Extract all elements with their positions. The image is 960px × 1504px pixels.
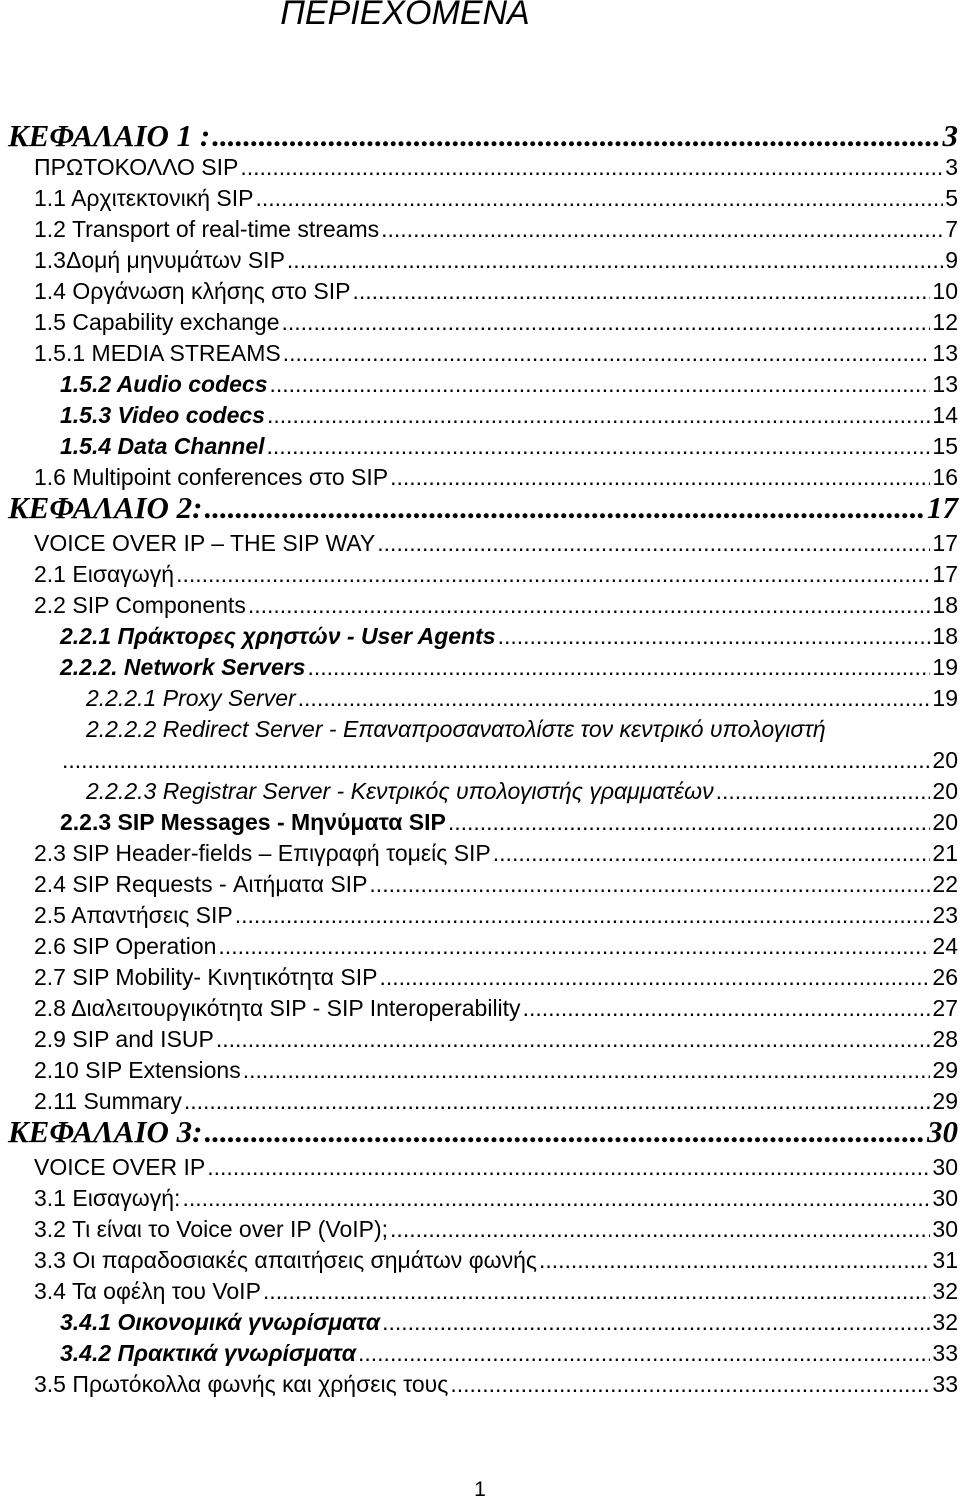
toc-entry-page: 3 xyxy=(942,118,958,153)
toc-entry[interactable] xyxy=(86,683,958,713)
toc-entry-label: 1.1 Αρχιτεκτονική SIP xyxy=(34,185,254,211)
toc-entry[interactable] xyxy=(34,838,958,868)
toc-leader-dots xyxy=(390,1214,930,1244)
toc-entry-label: 2.2.3 SIP Messages - Μηνύματα SIP xyxy=(60,809,446,835)
toc-entry-label: 3.5 Πρωτόκολλα φωνής και χρήσεις τους xyxy=(34,1371,449,1397)
toc-entry-page: 23 xyxy=(932,902,958,928)
toc-entry-page: 33 xyxy=(932,1371,958,1397)
toc-leader-dots xyxy=(369,869,930,899)
toc-leader-dots xyxy=(377,528,930,558)
toc-entry[interactable] xyxy=(34,590,958,620)
toc-leader-dots xyxy=(287,245,943,275)
toc-entry-page: 27 xyxy=(932,995,958,1021)
toc-entry-label: 2.4 SIP Requests - Αιτήματα SIP xyxy=(34,871,368,897)
toc-entry[interactable] xyxy=(34,1152,958,1182)
toc-entry-label: 1.2 Transport of real-time streams xyxy=(34,216,380,242)
toc-entry[interactable] xyxy=(34,1214,958,1244)
toc-entry-label: 2.5 Απαντήσεις SIP xyxy=(34,902,233,928)
toc-entry-page: 20 xyxy=(932,778,958,804)
toc-entry[interactable] xyxy=(34,900,958,930)
toc-entry[interactable] xyxy=(34,1369,958,1399)
toc-leader-dots xyxy=(283,338,931,368)
toc-entry[interactable] xyxy=(60,807,958,837)
toc-leader-dots xyxy=(182,1183,930,1213)
toc-entry-page: 15 xyxy=(932,433,958,459)
toc-entry[interactable] xyxy=(34,276,958,306)
toc-entry-page: 21 xyxy=(932,840,958,866)
toc-entry-label: 1.5.4 Data Channel xyxy=(60,433,265,459)
toc-entry[interactable] xyxy=(34,214,958,244)
toc-entry-label: VOICE OVER IP – THE SIP WAY xyxy=(34,530,376,556)
toc-entry[interactable] xyxy=(60,1307,958,1337)
toc-leader-dots xyxy=(307,652,930,682)
toc-leader-dots xyxy=(282,307,931,337)
toc-leader-dots xyxy=(493,838,931,868)
toc-leader-dots xyxy=(248,590,931,620)
toc-entry-page: 20 xyxy=(932,747,958,773)
toc-leader-dots xyxy=(379,962,930,992)
toc-entry-label: 2.7 SIP Mobility- Κινητικότητα SIP xyxy=(34,964,378,990)
toc-leader-dots xyxy=(255,183,943,213)
toc-entry-label: 1.5.3 Video codecs xyxy=(60,402,265,428)
toc-entry[interactable] xyxy=(34,559,958,589)
toc-entry-page: 24 xyxy=(932,933,958,959)
toc-entry-page: 19 xyxy=(932,654,958,680)
toc-entry-label: 2.3 SIP Header-fields – Επιγραφή τομείς SIP xyxy=(34,840,491,866)
page-number: 1 xyxy=(474,1478,486,1501)
toc-entry-page: 22 xyxy=(932,871,958,897)
toc-leader-dots xyxy=(523,993,931,1023)
toc-entry[interactable] xyxy=(34,307,958,337)
toc-entry-label: 2.10 SIP Extensions xyxy=(34,1057,241,1083)
toc-leader-dots xyxy=(448,807,931,837)
toc-entry[interactable] xyxy=(60,431,958,461)
toc-entry[interactable] xyxy=(86,714,958,744)
toc-leader-dots xyxy=(218,931,930,961)
toc-leader-dots xyxy=(267,431,931,461)
toc-entry-label: 3.1 Εισαγωγή: xyxy=(34,1185,181,1211)
toc-leader-dots xyxy=(243,1055,931,1085)
toc-entry[interactable] xyxy=(34,1183,958,1213)
toc-entry-page: 16 xyxy=(932,464,958,490)
toc-entry-page: 28 xyxy=(932,1026,958,1052)
toc-leader-dots xyxy=(240,152,943,182)
toc-entry-label: ΚΕΦΑΛΑΙΟ 3: xyxy=(8,1114,203,1149)
toc-entry-page: 30 xyxy=(932,1185,958,1211)
toc-leader-dots xyxy=(212,118,940,154)
toc-entry[interactable] xyxy=(60,621,958,651)
toc-entry-label: 2.11 Summary xyxy=(34,1088,182,1114)
toc-entry-page: 12 xyxy=(932,309,958,335)
toc-entry[interactable] xyxy=(86,776,958,806)
toc-chapter-entry[interactable] xyxy=(8,118,958,154)
toc-leader-dots xyxy=(205,490,925,526)
toc-entry-label: 1.5 Capability exchange xyxy=(34,309,280,335)
toc-entry-page: 5 xyxy=(945,185,958,211)
toc-entry-label: 1.4 Οργάνωση κλήσης στο SIP xyxy=(34,278,351,304)
toc-entry-label: 2.9 SIP and ISUP xyxy=(34,1026,214,1052)
toc-entry-page: 32 xyxy=(932,1309,958,1335)
toc-leader-dots xyxy=(298,683,931,713)
toc-chapter-entry[interactable] xyxy=(8,490,958,526)
toc-entry-page: 20 xyxy=(932,809,958,835)
toc-entry-page: 33 xyxy=(932,1340,958,1366)
toc-leader-dots xyxy=(381,214,943,244)
toc-entry-label: 3.4.1 Οικονομικά γνωρίσματα xyxy=(60,1309,381,1335)
toc-entry-page: 32 xyxy=(932,1278,958,1304)
toc-entry-label: 2.6 SIP Operation xyxy=(34,933,217,959)
toc-entry-label: 2.2.1 Πράκτορες χρηστών - User Agents xyxy=(60,623,496,649)
toc-chapter-entry[interactable] xyxy=(8,1114,958,1150)
toc-leader-dots xyxy=(716,776,931,806)
document-title: ΠΕΡΙΕΧΟΜΕΝΑ xyxy=(280,0,530,32)
toc-entry-page: 9 xyxy=(945,247,958,273)
toc-entry-label: 2.2.2.3 Registrar Server - Κεντρικός υπολογιστής γραμματέων xyxy=(86,778,714,804)
toc-entry-label: ΚΕΦΑΛΑΙΟ 2: xyxy=(8,490,203,525)
toc-entry[interactable] xyxy=(34,1086,958,1116)
toc-leader-dots xyxy=(205,1114,925,1150)
toc-entry-label: VOICE OVER IP xyxy=(34,1154,206,1180)
toc-entry[interactable] xyxy=(60,745,958,775)
toc-entry[interactable] xyxy=(34,993,958,1023)
toc-entry[interactable] xyxy=(34,1245,958,1275)
toc-entry-page: 30 xyxy=(927,1114,958,1149)
toc-entry-page: 26 xyxy=(932,964,958,990)
toc-entry-page: 30 xyxy=(932,1154,958,1180)
toc-entry-label: 2.8 Διαλειτουργικότητα SIP - SIP Interoperability xyxy=(34,995,521,1021)
toc-entry-page: 3 xyxy=(945,154,958,180)
toc-leader-dots xyxy=(498,621,931,651)
toc-leader-dots xyxy=(207,1152,930,1182)
toc-entry-label: 3.3 Οι παραδοσιακές απαιτήσεις σημάτων φωνής xyxy=(34,1247,537,1273)
toc-entry-label: ΠΡΩΤΟΚΟΛΛΟ SIP xyxy=(34,154,239,180)
toc-entry[interactable] xyxy=(60,400,958,430)
toc-entry-label: 2.2.2.2 Redirect Server - Επαναπροσανατολίστε τον κεντρικό υπολογιστή xyxy=(86,716,826,742)
toc-leader-dots xyxy=(267,400,930,430)
toc-entry[interactable] xyxy=(60,369,958,399)
toc-entry[interactable] xyxy=(34,869,958,899)
toc-leader-dots xyxy=(235,900,931,930)
toc-entry-page: 10 xyxy=(932,278,958,304)
toc-leader-dots xyxy=(450,1369,930,1399)
toc-entry-page: 13 xyxy=(932,340,958,366)
toc-entry-label: 1.3Δομή μηνυμάτων SIP xyxy=(34,247,285,273)
toc-entry[interactable] xyxy=(34,245,958,275)
toc-leader-dots xyxy=(390,462,930,492)
toc-entry-page: 18 xyxy=(932,592,958,618)
toc-entry-page: 17 xyxy=(927,490,958,525)
toc-leader-dots xyxy=(539,1245,930,1275)
toc-leader-dots xyxy=(176,559,930,589)
toc-entry-page: 31 xyxy=(932,1247,958,1273)
toc-entry-label: 1.5.2 Audio codecs xyxy=(60,371,268,397)
toc-entry-page: 17 xyxy=(932,530,958,556)
toc-entry-label: 2.2 SIP Components xyxy=(34,592,246,618)
toc-entry-page: 29 xyxy=(932,1088,958,1114)
toc-entry[interactable] xyxy=(34,962,958,992)
toc-entry-page: 14 xyxy=(932,402,958,428)
toc-entry-label: 3.4 Τα οφέλη του VoIP xyxy=(34,1278,261,1304)
toc-entry-label: 2.2.2.1 Proxy Server xyxy=(86,685,296,711)
toc-entry-label: 3.4.2 Πρακτικά γνωρίσματα xyxy=(60,1340,356,1366)
toc-leader-dots xyxy=(270,369,931,399)
toc-entry[interactable] xyxy=(34,931,958,961)
toc-leader-dots xyxy=(62,745,930,775)
toc-entry-page: 30 xyxy=(932,1216,958,1242)
toc-leader-dots xyxy=(358,1338,930,1368)
toc-leader-dots xyxy=(382,1307,930,1337)
toc-entry[interactable] xyxy=(34,1024,958,1054)
toc-entry-label: 1.5.1 MEDIA STREAMS xyxy=(34,340,281,366)
toc-entry-label: ΚΕΦΑΛΑΙΟ 1 : xyxy=(8,118,211,153)
toc-entry-page: 18 xyxy=(932,623,958,649)
toc-entry-label: 2.1 Εισαγωγή xyxy=(34,561,175,587)
toc-leader-dots xyxy=(184,1086,931,1116)
toc-leader-dots xyxy=(216,1024,931,1054)
toc-entry[interactable] xyxy=(34,183,958,213)
toc-entry[interactable] xyxy=(60,1338,958,1368)
toc-entry-label: 1.6 Multipoint conferences στο SIP xyxy=(34,464,389,490)
toc-entry-label: 2.2.2. Network Servers xyxy=(60,654,306,680)
toc-entry[interactable] xyxy=(60,652,958,682)
toc-entry-page: 19 xyxy=(932,685,958,711)
toc-entry[interactable] xyxy=(34,152,958,182)
toc-entry[interactable] xyxy=(34,462,958,492)
toc-entry-page: 17 xyxy=(932,561,958,587)
toc-leader-dots xyxy=(263,1276,930,1306)
toc-leader-dots xyxy=(352,276,930,306)
toc-entry[interactable] xyxy=(34,528,958,558)
toc-entry-page: 29 xyxy=(932,1057,958,1083)
toc-entry[interactable] xyxy=(34,1276,958,1306)
toc-entry-label: 3.2 Τι είναι το Voice over IP (VoIP); xyxy=(34,1216,389,1242)
toc-entry-page: 13 xyxy=(932,371,958,397)
toc-entry[interactable] xyxy=(34,338,958,368)
toc-entry[interactable] xyxy=(34,1055,958,1085)
toc-entry-page: 7 xyxy=(945,216,958,242)
